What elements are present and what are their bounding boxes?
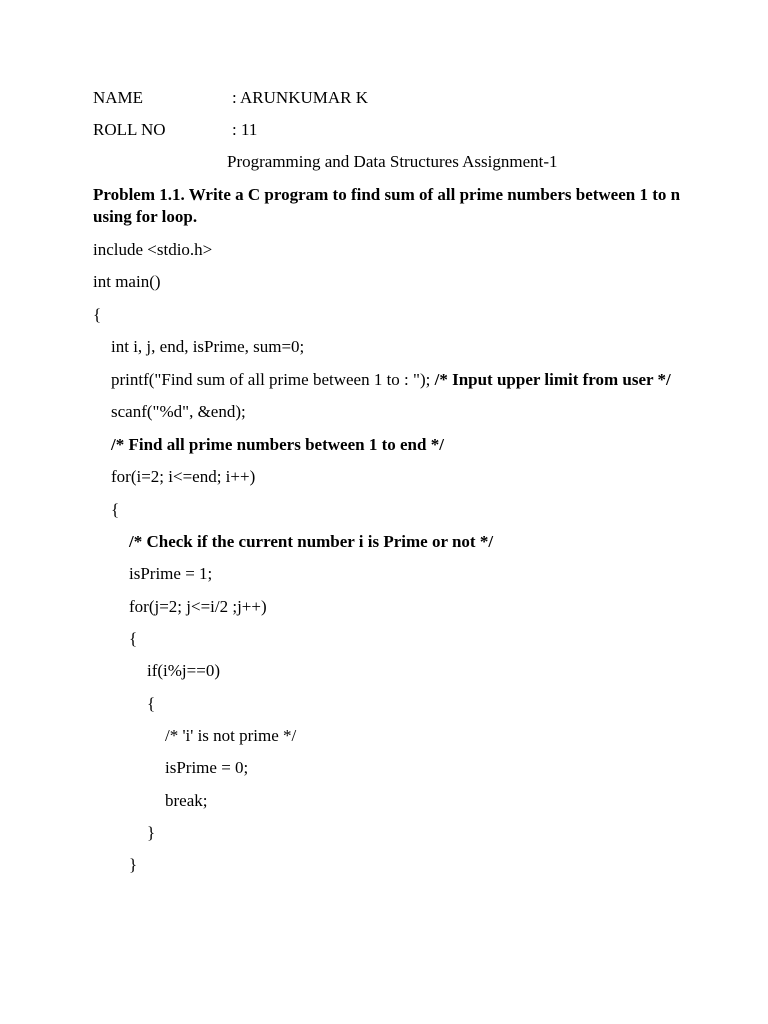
code-line: include <stdio.h> [93,240,213,259]
code-line: { [129,629,138,648]
assignment-title: Programming and Data Structures Assignment-1 [227,152,558,171]
code-comment: /* Input upper limit from user */ [434,370,671,389]
roll-label: ROLL NO [93,120,166,139]
code-line: { [147,694,156,713]
code-line: { [111,500,120,519]
code-line: { [93,305,102,324]
name-value: : ARUNKUMAR K [232,88,369,107]
code-line: for(i=2; i<=end; i++) [111,467,256,486]
code-comment: /* Find all prime numbers between 1 to end */ [111,435,444,454]
roll-value: : 11 [232,120,258,139]
code-line: int main() [93,272,161,291]
code-line [111,370,671,390]
problem-statement: Problem 1.1. Write a C program to find sum of all prime numbers between 1 to n using for loop. [93,185,681,226]
name-label: NAME [93,88,144,107]
code-line: } [147,823,156,842]
code-text: printf("Find sum of all prime between 1 to : "); [111,370,435,389]
code-comment: /* Check if the current number i is Prime or not */ [129,532,494,551]
code-line: break; [165,791,208,810]
code-line: isPrime = 0; [165,758,249,777]
code-line: scanf("%d", &end); [111,402,246,421]
code-line: for(j=2; j<=i/2 ;j++) [129,597,267,616]
code-line: int i, j, end, isPrime, sum=0; [111,337,305,356]
code-line: isPrime = 1; [129,564,213,583]
code-line: if(i%j==0) [147,661,220,680]
code-line: /* 'i' is not prime */ [165,726,297,745]
code-line: } [129,855,138,874]
